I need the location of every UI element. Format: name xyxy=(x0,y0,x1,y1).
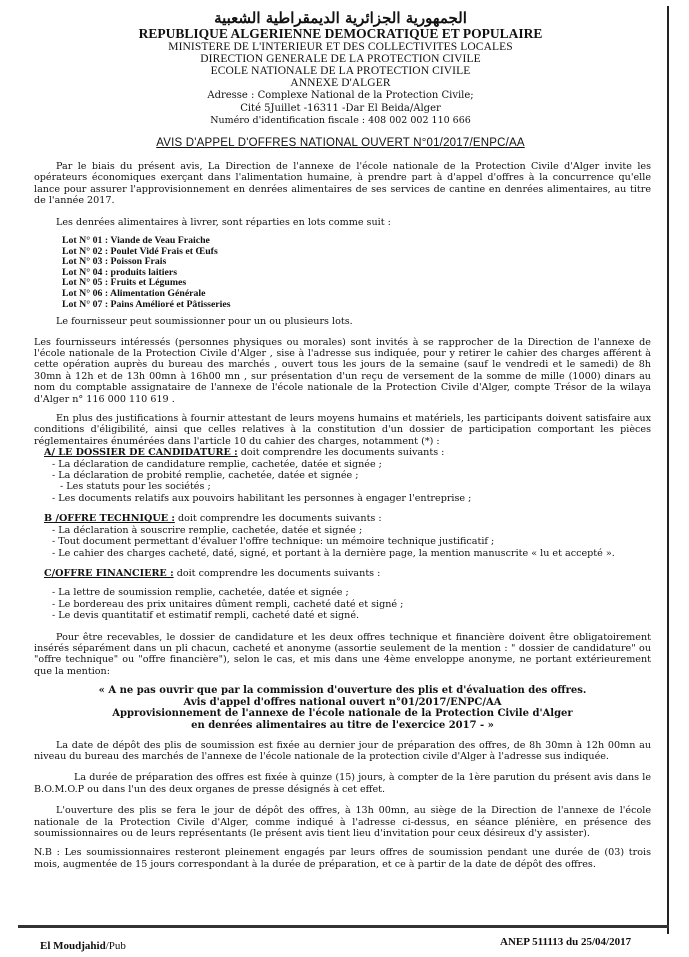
lots-intro: Les denrées alimentaires à livrer, sont réparties en lots comme suit : xyxy=(56,216,391,228)
anep-reference: ANEP 511113 du 25/04/2017 xyxy=(500,936,632,948)
deadline-paragraph: La date de dépôt des plis de soumission est fixée au dernier jour de préparation des offres, de 8h 30mn à 12h 00mn au niveau du bureau des marchés de l'annexe de l'école nationale de la protection civile d'Alger à l'adresse sus indiquée. xyxy=(34,739,651,762)
section-candidature xyxy=(44,447,651,504)
notice-title: AVIS D'APPEL D'OFFRES NATIONAL OUVERT N°01/2017/ENPC/AA xyxy=(156,137,525,149)
list-item: - Les documents relatifs aux pouvoirs habilitant les personnes à engager l'entreprise ; xyxy=(52,492,472,504)
notice-body xyxy=(14,161,667,870)
quote-line: Avis d'appel d'offres national ouvert n°01/2017/ENPC/AA xyxy=(183,696,502,708)
lot-item: Lot N° 07 : Pains Amélioré et Pâtisseries xyxy=(62,298,231,310)
lot-item: Lot N° 04 : produits laitiers xyxy=(62,266,178,278)
eligibility-paragraph: En plus des justifications à fournir attestant de leurs moyens humains et matériels, les participants doivent satisfaire aux conditions d'éligibilité, ainsi que celles relatives à la constitution d'un dossier de participation comportant les pièces réglementaires énumérées dans l'article 10 du cahier des charges, notamment (*) : xyxy=(34,413,651,447)
tax-id: Numéro d'identification fiscale : 408 002 002 110 666 xyxy=(210,115,471,126)
list-item: - Le bordereau des prix unitaires dûment rempli, cacheté daté et signé ; xyxy=(52,598,404,610)
lot-item: Lot N° 03 : Poisson Frais xyxy=(62,256,167,268)
list-item: - La lettre de soumission remplie, cachetée, datée et signée ; xyxy=(52,587,349,599)
source-name: El Moudjahid xyxy=(40,940,106,952)
lot-item: Lot N° 01 : Viande de Veau Fraiche xyxy=(62,235,210,247)
envelope-mention xyxy=(34,685,651,731)
advertisement-page xyxy=(14,6,669,934)
list-item: - Le devis quantitatif et estimatif rempli, cacheté daté et signé. xyxy=(52,610,360,622)
intro-paragraph: Par le biais du présent avis, La Direction de l'annexe de l'école nationale de la Protection Civile d'Alger invite les opérateurs économiques exerçant dans l'alimentation humaine, à prendre part à d'appel d'offres à la concurrence qu'elle lance pour assurer l'approvisionnement en denrées alimentaires de ses services de cantine en denrées alimentaires, au titre de l'année 2017. xyxy=(34,161,651,207)
section-label: C/OFFRE FINANCIERE : xyxy=(44,567,174,579)
direction-line: DIRECTION GENERALE DE LA PROTECTION CIVILE xyxy=(200,53,481,65)
section-label: A/ LE DOSSIER DE CANDIDATURE : xyxy=(44,447,238,459)
list-item: - La déclaration à souscrire remplie, cachetée, datée et signée ; xyxy=(52,524,363,536)
quote-line: « A ne pas ouvrir que par la commission d'ouverture des plis et d'évaluation des offres. xyxy=(98,685,587,697)
lots-list xyxy=(62,236,651,310)
arabic-title: الجمهورية الجزائرية الديمقراطية الشعبية xyxy=(214,9,467,27)
publication-source xyxy=(40,940,126,952)
quote-line: Approvisionnement de l'annexe de l'école nationale de la Protection Civile d'Alger xyxy=(112,708,573,720)
annex-line: ANNEXE D'ALGER xyxy=(290,77,391,89)
lot-item: Lot N° 06 : Alimentation Générale xyxy=(62,288,206,299)
envelope-paragraph: Pour être recevables, le dossier de candidature et les deux offres technique et financière doivent être obligatoirement insérés séparément dans un pli chacun, cacheté et anonyme (assortie seulement de la mention : " dossier de candidature" ou "offre technique" ou "offre financière"), selon le cas, et mis dans une 4ème enveloppe anonyme, ne portant extérieurement que la mention: xyxy=(34,631,651,677)
list-item: - Les statuts pour les sociétés ; xyxy=(60,481,211,493)
section-intro: doit comprendre les documents suivants : xyxy=(173,567,381,579)
school-line: ECOLE NATIONALE DE LA PROTECTION CIVILE xyxy=(210,65,471,77)
quote-line: en denrées alimentaires au titre de l'exercice 2017 - » xyxy=(191,719,494,731)
lot-item: Lot N° 02 : Poulet Vidé Frais et Œufs xyxy=(62,245,218,257)
section-intro: doit comprendre les documents suivants : xyxy=(174,513,382,525)
address-line-2: Cité 5Juillet -16311 -Dar El Beida/Alger xyxy=(240,103,441,114)
opening-paragraph: L'ouverture des plis se fera le jour de dépôt des offres, à 13h 00mn, au siège de la Direction de l'annexe de l'école nationale de la Protection Civile d'Alger, comme indiqué à l'adresse ci-dessus, en séance plénière, en présence des soumissionnaires ou de leurs représentants (le présent avis tient lieu d'invitation pour ceux désireux d'y assister). xyxy=(34,805,651,839)
section-intro: doit comprendre les documents suivants : xyxy=(237,447,445,459)
section-label: B /OFFRE TECHNIQUE : xyxy=(44,513,175,525)
address-line-1: Adresse : Complexe National de la Protection Civile; xyxy=(207,90,474,101)
duration-paragraph: La durée de préparation des offres est fixée à quinze (15) jours, à compter de la 1ère parution du présent avis dans le B.O.M.O.P ou dans l'un des deux organes de presse désignés à cet effet. xyxy=(34,772,651,795)
nb-paragraph: N.B : Les soumissionnaires resteront pleinement engagés par leurs offres de soumission pendant une durée de (03) trois mois, augmentée de 15 jours correspondant à la durée de préparation, et ce à partir de la date de dépôt des offres. xyxy=(34,847,651,870)
republic-title: REPUBLIQUE ALGERIENNE DEMOCRATIQUE ET POPULAIRE xyxy=(138,26,543,41)
section-offre-financiere xyxy=(44,568,651,622)
source-suffix: /Pub xyxy=(105,940,126,952)
list-item: - Le cahier des charges cacheté, daté, signé, et portant à la dernière page, la mention manuscrite « lu et accepté ». xyxy=(52,547,615,559)
suppliers-paragraph: Les fournisseurs intéressés (personnes physiques ou morales) sont invités à se rapprocher de la Direction de l'annexe de l'école nationale de la Protection Civile d'Alger , sise à l'adresse sus indiquée, pour y retirer le cahier des charges afférent à cette opération auprès du bureau des marchés , ouvert tous les jours de la semaine (sauf le vendredi et le samedi) de 8h 30mn à 12h et de 13h 00mn à 16h00 mn , sur présentation d'un reçu de versement de la somme de mille (1000) dinars au nom du comptable assignataire de l'annexe de l'école nationale de la Protection Civile d'Alger, compte Trésor de la wilaya d'Alger n° 116 000 110 619 . xyxy=(34,336,651,405)
section-offre-technique xyxy=(44,513,651,559)
ministry-line: MINISTERE DE L'INTERIEUR ET DES COLLECTIVITES LOCALES xyxy=(168,41,513,53)
lots-note: Le fournisseur peut soumissionner pour un ou plusieurs lots. xyxy=(56,316,353,328)
lot-item: Lot N° 05 : Fruits et Légumes xyxy=(62,277,187,289)
header-block xyxy=(14,9,667,127)
page-shadow xyxy=(18,925,669,928)
list-item: - La déclaration de probité remplie, cachetée, datée et signée ; xyxy=(52,470,359,482)
list-item: - La déclaration de candidature remplie, cachetée, datée et signée ; xyxy=(52,458,382,470)
list-item: - Tout document permettant d'évaluer l'offre technique: un mémoire technique justificatif ; xyxy=(52,536,495,548)
